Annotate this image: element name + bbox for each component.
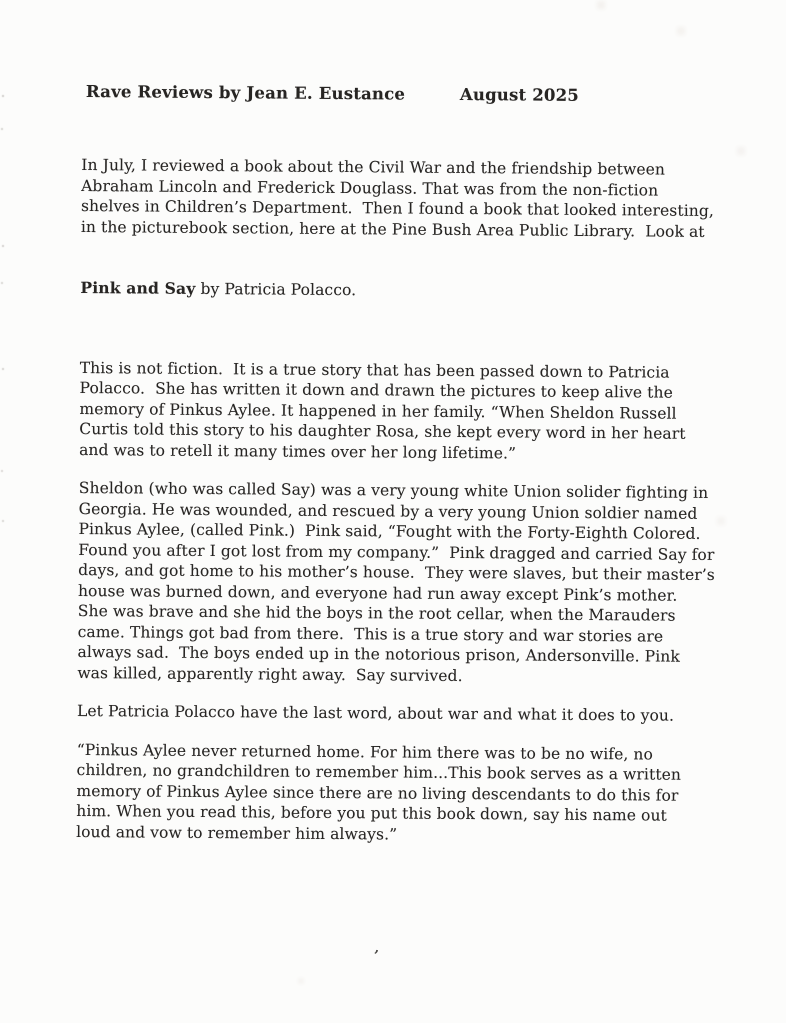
paragraph-true-story: This is not fiction. It is a true story that has been passed down to Patricia Polacco. She has written it down and drawn the pictures to keep alive the memory of Pinkus Aylee. It happened in her family. “When Sheldon Russell Curtis told this story to his daughter Rosa, she kept every word in her heart and was to retell it many times over her long lifetime.”	[79, 358, 686, 462]
stray-mark: ,	[373, 940, 381, 957]
document-content	[76, 82, 742, 865]
page-title: Rave Reviews by Jean E. Eustance	[85, 82, 406, 104]
paragraph-sheldon-story: Sheldon (who was called Say) was a very young white Union solider fighting in Georgia. He was wounded, and rescued by a very young Union soldier named Pinkus Aylee, (called Pink.) Pink said, “Fought with the Forty-Eighth Colored. Found you after I got lost from my company.” Pink dragged and carried Say for days, and got home to his mother’s house. They were slaves, but their master’s house was burned down, and everyone had run away except Pink’s mother. She was brave and she hid the boys in the root cellar, when the Marauders came. Things got bad from there. This is a true story and war stories are always sad. The boys ended up in the notorious prison, Andersonville. Pink was killed, apparently right away. Say survived.	[77, 478, 715, 685]
header-date: August 2025	[459, 84, 580, 105]
scan-speckles	[0, 0, 2, 2]
document-header	[86, 82, 742, 107]
paragraph-closing-quote: “Pinkus Aylee never returned home. For him there was to be no wife, no children, no grandchildren to remember him...This book serves as a written memory of Pinkus Aylee since there are no living descendants to do this for him. When you read this, before you put this book down, say his name out loud and vow to remember him always.”	[76, 740, 682, 843]
paragraph-intro	[80, 114, 742, 345]
book-title-bold: Pink and Say	[80, 277, 196, 298]
paragraph-intro-lines: In July, I reviewed a book about the Civil War and the friendship between Abraham Lincoln and Frederick Douglass. That was from the non-fiction shelves in Children’s Department. Then I found a book that looked interesting, in the picturebook section, here at the Pine Bush Area Public Library. Look at	[80, 155, 714, 241]
paragraph-intro-last-line	[80, 278, 740, 304]
book-title-tail: by Patricia Polacco.	[195, 279, 357, 300]
paragraph-last-word-intro: Let Patricia Polacco have the last word, about war and what it does to you.	[76, 701, 675, 725]
